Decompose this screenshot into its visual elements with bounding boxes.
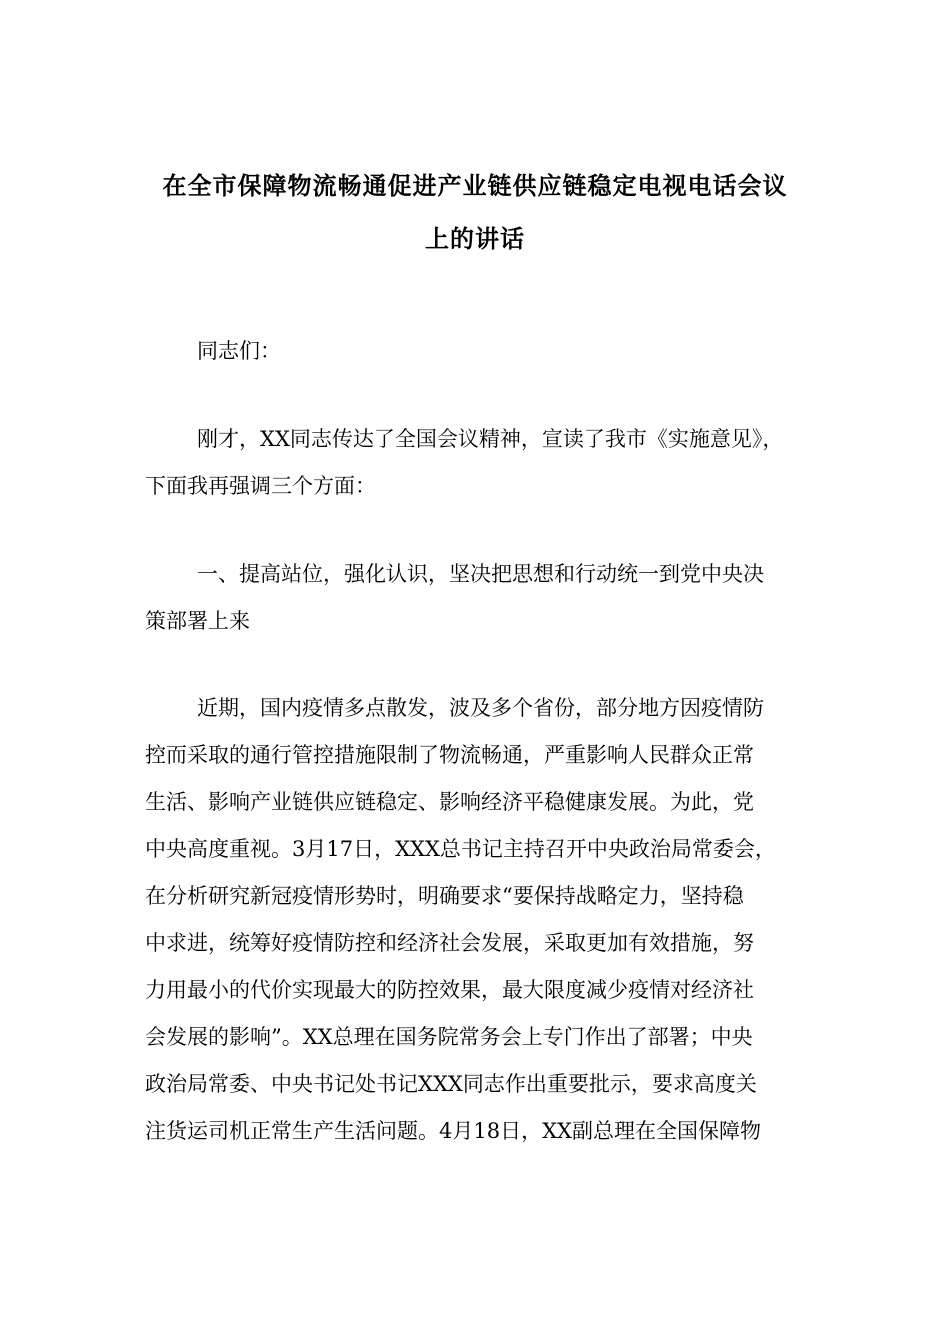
para1-line-10: 注货运司机正常生产生活问题。4月18日，XX副总理在全国保障物 (145, 1119, 761, 1143)
para1-line-2: 控而采取的通行管控措施限制了物流畅通，严重影响人民群众正常 (145, 743, 754, 767)
para1-line-9: 政治局常委、中央书记处书记XXX同志作出重要批示，要求高度关 (145, 1072, 757, 1096)
para1-line-4: 中央高度重视。3月17日，XXX总书记主持召开中央政治局常委会， (145, 837, 776, 861)
para1-line-8: 会发展的影响”。XX总理在国务院常务会上专门作出了部署；中央 (145, 1025, 753, 1049)
title-line-2: 上的讲话 (425, 225, 525, 253)
para1-line-7: 力用最小的代价实现最大的防控效果，最大限度减少疫情对经济社 (145, 978, 754, 1002)
intro-line-1: 刚才，XX同志传达了全国会议精神，宣读了我市《实施意见》， (197, 427, 784, 451)
para1-line-3: 生活、影响产业链供应链稳定、影响经济平稳健康发展。为此，党 (145, 790, 754, 814)
para1-line-1: 近期，国内疫情多点散发，波及多个省份，部分地方因疫情防 (197, 696, 764, 720)
heading1-line-2: 策部署上来 (145, 609, 250, 633)
intro-line-2: 下面我再强调三个方面： (145, 474, 376, 498)
body-paragraph-1 (145, 685, 805, 1155)
section-heading-1 (145, 551, 805, 645)
para1-line-5: 在分析研究新冠疫情形势时，明确要求“要保持战略定力，坚持稳 (145, 884, 744, 908)
intro-paragraph (145, 416, 805, 510)
greeting-text: 同志们： (197, 339, 281, 363)
heading1-line-1: 一、提高站位，强化认识，坚决把思想和行动统一到党中央决 (197, 562, 764, 586)
para1-line-6: 中求进，统筹好疫情防控和经济社会发展，采取更加有效措施，努 (145, 931, 754, 955)
document-title (145, 160, 805, 266)
greeting-paragraph (145, 328, 805, 375)
title-line-1: 在全市保障物流畅通促进产业链供应链稳定电视电话会议 (162, 172, 788, 200)
